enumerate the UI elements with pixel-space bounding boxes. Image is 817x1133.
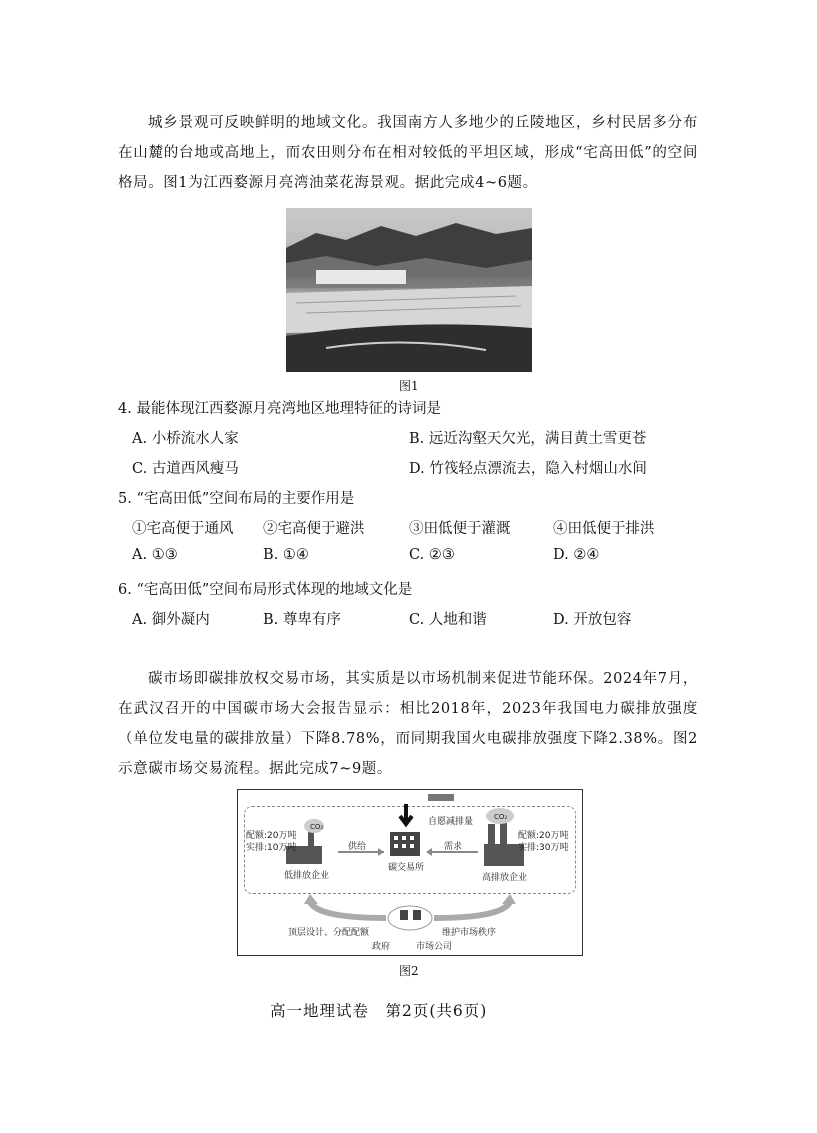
- government-right-label: 维护市场秩序: [442, 928, 497, 938]
- company-building-icon: [413, 910, 421, 920]
- right-actual-label: 实排:30万吨: [518, 843, 569, 853]
- question-4-option-d: D. 竹筏轻点漂流去，隐入村烟山水间: [409, 461, 647, 477]
- government-label: 政府: [372, 942, 391, 952]
- demand-label: 需求: [444, 842, 463, 852]
- question-4-option-a: A. 小桥流水人家: [132, 431, 239, 447]
- question-5-item-2: ②宅高便于避洪: [263, 521, 365, 537]
- question-5-option-c: C. ②③: [409, 547, 455, 563]
- question-4-option-b: B. 远近沟壑天欠光，满目黄土雪更苍: [409, 431, 647, 447]
- question-5-item-3: ③田低便于灌溉: [409, 521, 511, 537]
- market-company-label: 市场公司: [416, 942, 453, 952]
- passage-1: 城乡景观可反映鲜明的地域文化。我国南方人多地少的丘陵地区，乡村民居多分布在山麓的台地或高地上，而农田则分布在相对较低的平坦区域，形成“宅高田低”的空间格局。图1为江西婺源月亮湾油菜花海景观。据此完成4~6题。: [118, 115, 698, 191]
- exchange-label: 碳交易所: [388, 863, 425, 873]
- question-5-option-a: A. ①③: [132, 547, 178, 563]
- question-6-option-b: B. 尊卑有序: [263, 612, 341, 628]
- down-arrow-icon: [400, 804, 412, 824]
- question-6-option-d: D. 开放包容: [553, 612, 632, 628]
- supply-label: 供给: [348, 842, 367, 852]
- question-6-stem: 6. “宅高田低”空间布局形式体现的地域文化是: [118, 582, 413, 598]
- question-4-stem: 4. 最能体现江西婺源月亮湾地区地理特征的诗词是: [118, 401, 441, 417]
- government-oval-icon: [388, 906, 432, 930]
- question-5-item-1: ①宅高便于通风: [132, 521, 234, 537]
- question-5-option-d: D. ②④: [553, 547, 600, 563]
- left-actual-label: 实排:10万吨: [246, 843, 297, 853]
- right-curved-arrow-icon: [434, 902, 510, 918]
- left-quota-label: 配额:20万吨: [246, 831, 297, 841]
- right-co2-label: CO₂: [494, 813, 508, 821]
- government-building-icon: [400, 910, 408, 920]
- question-6-option-a: A. 御外凝内: [132, 612, 210, 628]
- question-5-stem: 5. “宅高田低”空间布局的主要作用是: [118, 491, 355, 507]
- figure-1-caption: 图1: [399, 379, 419, 393]
- question-5-item-4: ④田低便于排洪: [553, 521, 655, 537]
- exchange-building-icon: [390, 832, 420, 856]
- voluntary-reduction-label: 自愿减排量: [428, 817, 474, 827]
- passage-2: 碳市场即碳排放权交易市场，其实质是以市场机制来促进节能环保。2024年7月，在武汉召开的中国碳市场大会报告显示：相比2018年，2023年我国电力碳排放强度（单位发电量的碳排放量）下降8.78%，而同期我国火电碳排放强度下降2.38%。图2示意碳市场交易流程。据此完成7~9题。: [118, 671, 698, 777]
- figure-2-caption: 图2: [399, 964, 419, 978]
- question-6-option-c: C. 人地和谐: [409, 612, 487, 628]
- landscape-photo: [286, 208, 532, 372]
- low-emission-company-label: 低排放企业: [284, 871, 330, 881]
- page-footer: 高一地理试卷 第2页(共6页): [270, 1002, 488, 1020]
- question-4-option-c: C. 古道西风瘦马: [132, 461, 239, 477]
- solar-panel-icon: [428, 794, 454, 801]
- left-curved-arrow-icon: [310, 902, 386, 918]
- high-emission-company-label: 高排放企业: [482, 873, 528, 883]
- question-5-option-b: B. ①④: [263, 547, 309, 563]
- government-left-label: 顶层设计、分配配额: [288, 928, 370, 938]
- carbon-market-diagram: [237, 789, 583, 956]
- left-co2-label: CO₂: [310, 823, 324, 831]
- right-quota-label: 配额:20万吨: [518, 831, 569, 841]
